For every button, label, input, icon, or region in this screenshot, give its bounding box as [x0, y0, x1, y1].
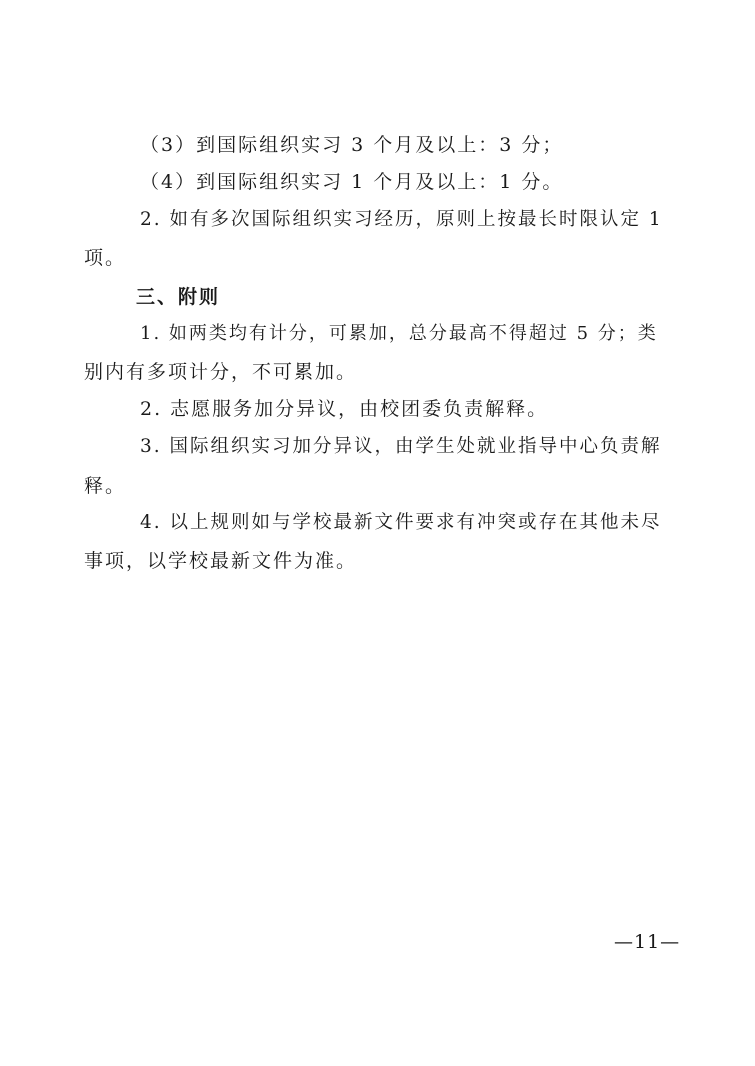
- text-line-item-4: （4）到国际组织实习 1 个月及以上：1 分。: [140, 171, 564, 193]
- text-line-appendix-3-continued: 释。: [84, 475, 127, 497]
- text-line-clause-2-continued: 项。: [84, 247, 127, 269]
- text-line-clause-2: 2. 如有多次国际组织实习经历，原则上按最长时限认定 1: [140, 209, 663, 230]
- section-heading-appendix: 三、附则: [136, 286, 221, 308]
- text-line-item-3: （3）到国际组织实习 3 个月及以上：3 分；: [140, 134, 564, 156]
- text-line-appendix-1-continued: 别内有多项计分，不可累加。: [84, 361, 358, 383]
- text-line-appendix-2: 2. 志愿服务加分异议，由校团委负责解释。: [140, 398, 549, 420]
- page-number: —11—: [614, 931, 681, 953]
- text-line-appendix-4: 4. 以上规则如与学校最新文件要求有冲突或存在其他未尽: [140, 512, 662, 533]
- text-line-appendix-1: 1. 如两类均有计分，可累加，总分最高不得超过 5 分；类: [140, 323, 658, 344]
- text-line-appendix-4-continued: 事项，以学校最新文件为准。: [84, 550, 358, 572]
- text-line-appendix-3: 3. 国际组织实习加分异议，由学生处就业指导中心负责解: [140, 436, 662, 457]
